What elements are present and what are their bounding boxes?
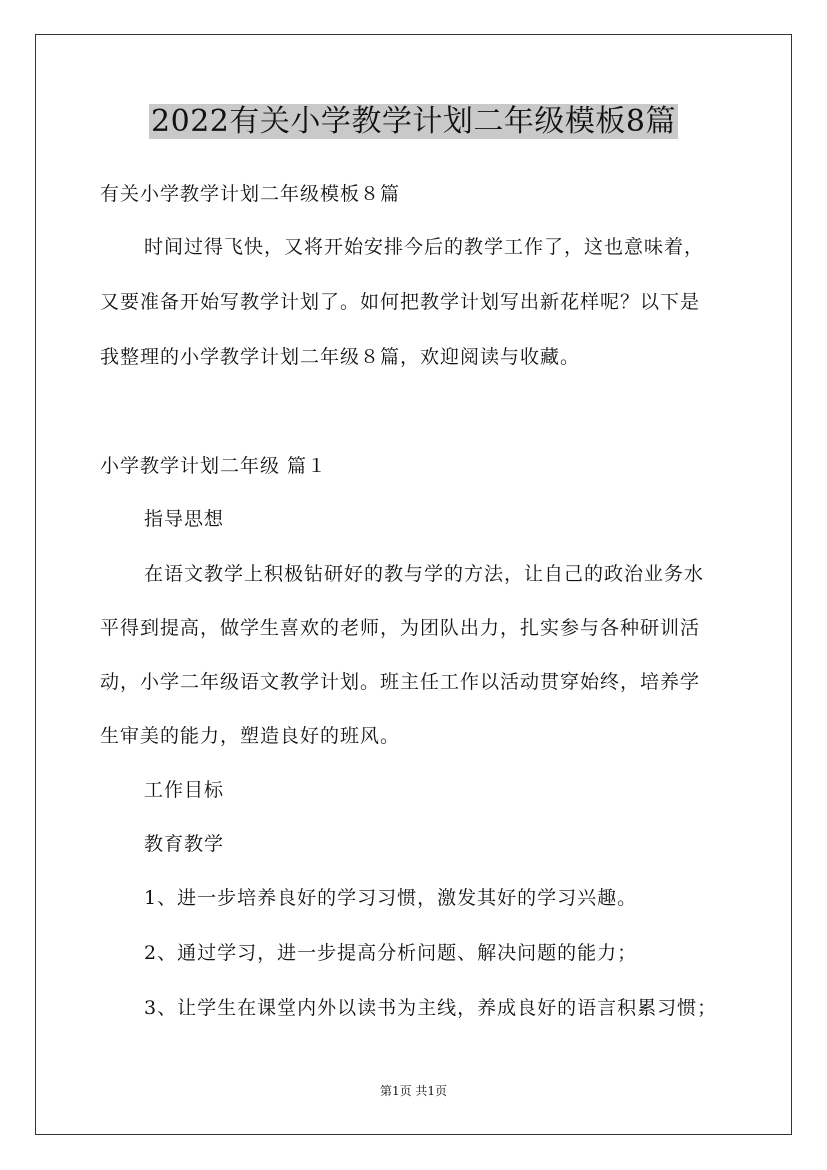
paragraph-line: 时间过得飞快，又将开始安排今后的教学工作了，这也意味着， (144, 236, 705, 258)
subheading: 指导思想 (144, 508, 225, 530)
subheading: 工作目标 (144, 779, 225, 801)
section-heading: 小学教学计划二年级 篇１ (100, 455, 328, 477)
list-item: 1、进一步培养良好的学习习惯，激发其好的学习兴趣。 (144, 887, 638, 909)
paragraph-line: 又要准备开始写教学计划了。如何把教学计划写出新花样呢？以下是 (100, 291, 701, 313)
paragraph-line: 平得到提高，做学生喜欢的老师，为团队出力，扎实参与各种研训活 (100, 617, 701, 639)
document-title-text: 2022有关小学教学计划二年级模板8篇 (151, 104, 676, 139)
paragraph-line: 在语文教学上积极钻研好的教与学的方法，让自己的政治业务水 (144, 563, 705, 585)
paragraph-line: 我整理的小学教学计划二年级８篇，欢迎阅读与收藏。 (100, 346, 581, 368)
document-title (0, 102, 827, 142)
list-item: 3、让学生在课堂内外以读书为主线，养成良好的语言积累习惯； (144, 997, 718, 1019)
subheading: 教育教学 (144, 833, 225, 855)
page-footer: 第1页 共1页 (379, 1084, 448, 1098)
paragraph-line: 生审美的能力，塑造良好的班风。 (100, 725, 401, 747)
subtitle-line: 有关小学教学计划二年级模板８篇 (100, 183, 401, 205)
paragraph-line: 动，小学二年级语文教学计划。班主任工作以活动贯穿始终，培养学 (100, 671, 701, 693)
list-item: 2、通过学习，进一步提高分析问题、解决问题的能力； (144, 942, 638, 964)
